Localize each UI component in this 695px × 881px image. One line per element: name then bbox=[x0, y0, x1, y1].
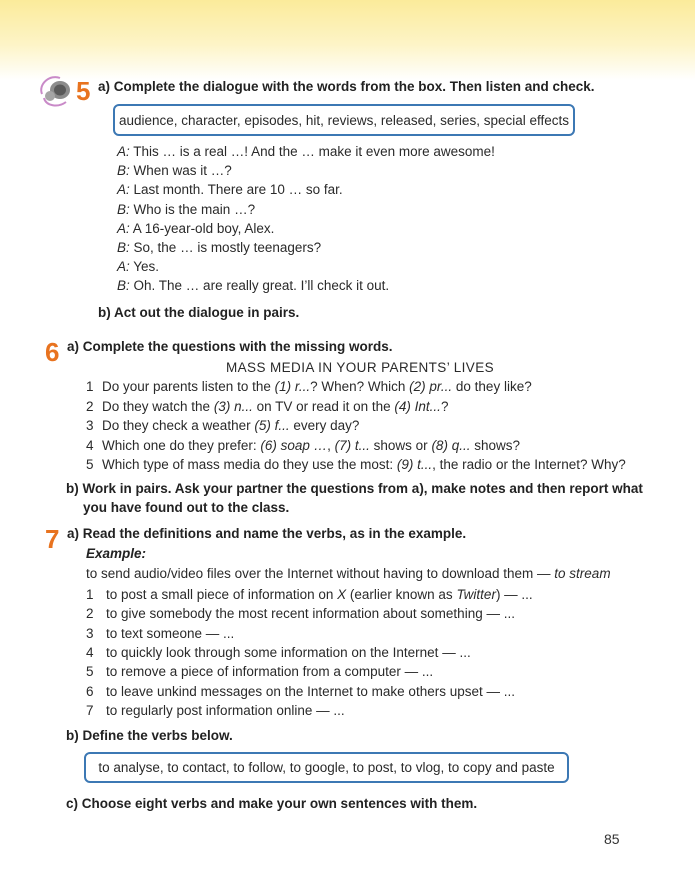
page-number: 85 bbox=[604, 831, 620, 847]
speaker-label: B: bbox=[117, 163, 130, 179]
exercise-5a-instruction: a) Complete the dialogue with the words from the box. Then listen and check. bbox=[98, 79, 595, 94]
definition-number: 6 bbox=[86, 683, 94, 699]
gap-prompt: (6) soap … bbox=[260, 437, 328, 453]
question-number: 3 bbox=[86, 418, 94, 433]
definition-text: to leave unkind messages on the Internet to make others upset — ... bbox=[106, 683, 515, 699]
definition-number: 1 bbox=[86, 587, 94, 602]
dialogue-text: Yes. bbox=[133, 259, 160, 275]
question-item bbox=[86, 379, 532, 394]
dialogue-text: So, the … is mostly teenagers? bbox=[133, 240, 322, 255]
headphones-icon[interactable] bbox=[36, 72, 80, 110]
speaker-label: A: bbox=[117, 220, 130, 236]
question-text: ? bbox=[440, 398, 449, 414]
dialogue-line bbox=[117, 144, 495, 159]
example-answer: to stream bbox=[554, 566, 611, 581]
dialogue-line bbox=[117, 240, 321, 255]
exercise-7b-instruction: b) Define the verbs below. bbox=[66, 728, 233, 743]
definition-number: 4 bbox=[86, 644, 94, 660]
dialogue-line bbox=[117, 278, 389, 293]
definition-number: 3 bbox=[86, 625, 94, 641]
question-text: every day? bbox=[289, 418, 360, 433]
gap-prompt: (7) t... bbox=[334, 437, 370, 453]
dialogue-text: Last month. There are 10 … so far. bbox=[133, 182, 343, 198]
definition-item bbox=[86, 645, 471, 660]
definition-text: to give somebody the most recent information about something — ... bbox=[106, 606, 515, 622]
definition-item bbox=[86, 587, 533, 602]
exercise-6-number: 6 bbox=[45, 337, 60, 367]
exercise-6a-instruction: a) Complete the questions with the missing words. bbox=[67, 339, 393, 354]
question-text: Do your parents listen to the bbox=[102, 379, 275, 394]
gap-prompt: (1) r... bbox=[274, 379, 311, 394]
gap-prompt: (8) q... bbox=[431, 437, 471, 453]
question-number: 5 bbox=[86, 457, 94, 472]
definition-text: ) — ... bbox=[495, 587, 533, 602]
definition-text: (earlier known as bbox=[346, 587, 457, 602]
gap-prompt: (4) Int... bbox=[394, 398, 441, 414]
question-text: , bbox=[327, 437, 335, 453]
definition-text: Twitter bbox=[456, 587, 496, 602]
example-text: to send audio/video files over the Internet without having to download them — bbox=[86, 566, 555, 581]
gap-prompt: (2) pr... bbox=[409, 379, 453, 394]
dialogue-text: Oh. The … are really great. I’ll check it out. bbox=[133, 278, 390, 294]
speaker-label: B: bbox=[117, 201, 130, 217]
exercise-7a-instruction: a) Read the definitions and name the verbs, as in the example. bbox=[67, 526, 467, 541]
dialogue-text: This … is a real …! And the … make it even more awesome! bbox=[133, 144, 495, 159]
exercise-5-number: 5 bbox=[76, 76, 91, 106]
definition-text: X bbox=[337, 587, 347, 602]
definition-item bbox=[86, 684, 515, 699]
question-item bbox=[86, 457, 626, 472]
speaker-label: B: bbox=[117, 278, 130, 294]
definition-text: to post a small piece of information on bbox=[106, 587, 338, 602]
speaker-label: A: bbox=[117, 144, 130, 159]
question-number: 2 bbox=[86, 398, 94, 414]
definition-number: 5 bbox=[86, 664, 94, 680]
gap-prompt: (3) n... bbox=[213, 398, 253, 414]
gap-prompt: (5) f... bbox=[254, 418, 290, 433]
exercise-6-heading: MASS MEDIA IN YOUR PARENTS’ LIVES bbox=[226, 360, 495, 375]
dialogue-text: When was it …? bbox=[133, 163, 232, 179]
word-box-5-text: audience, character, episodes, hit, reviews, released, series, special effects bbox=[119, 112, 569, 128]
page-header-band bbox=[0, 0, 695, 80]
definition-text: to quickly look through some information on the Internet — ... bbox=[106, 644, 471, 660]
question-number: 4 bbox=[86, 437, 94, 453]
definition-text: to regularly post information online — ... bbox=[106, 702, 345, 718]
speaker-label: B: bbox=[117, 240, 130, 255]
dialogue-line bbox=[117, 163, 232, 178]
question-item bbox=[86, 399, 448, 414]
question-text: Which type of mass media do they use the most: bbox=[102, 457, 397, 472]
question-text: shows? bbox=[470, 437, 520, 453]
gap-prompt: (9) t... bbox=[396, 457, 433, 472]
exercise-7-number: 7 bbox=[45, 524, 60, 554]
question-item bbox=[86, 438, 520, 453]
question-text: Do they check a weather bbox=[102, 418, 255, 433]
question-text: Which one do they prefer: bbox=[102, 437, 261, 453]
dialogue-line bbox=[117, 202, 255, 217]
exercise-5b-instruction: b) Act out the dialogue in pairs. bbox=[98, 305, 300, 320]
question-item bbox=[86, 418, 359, 433]
definition-number: 7 bbox=[86, 702, 94, 718]
question-text: do they like? bbox=[452, 379, 532, 394]
word-box-7 bbox=[84, 752, 569, 783]
word-box-5 bbox=[113, 104, 575, 136]
definition-item bbox=[86, 703, 345, 718]
dialogue-text: A 16-year-old boy, Alex. bbox=[132, 220, 275, 236]
dialogue-line bbox=[117, 259, 159, 274]
question-text: ? When? Which bbox=[310, 379, 410, 394]
dialogue-line bbox=[117, 221, 274, 236]
definition-number: 2 bbox=[86, 606, 94, 622]
dialogue-text: Who is the main …? bbox=[133, 201, 256, 217]
exercise-7c-instruction: c) Choose eight verbs and make your own sentences with them. bbox=[66, 796, 478, 811]
dialogue-line bbox=[117, 182, 343, 197]
question-text: shows or bbox=[369, 437, 432, 453]
example-definition bbox=[86, 566, 611, 581]
definition-item bbox=[86, 664, 433, 679]
definition-item bbox=[86, 606, 515, 621]
speaker-label: A: bbox=[117, 182, 130, 198]
exercise-6b-instruction-line1: b) Work in pairs. Ask your partner the questions from a), make notes and then report what bbox=[66, 481, 643, 496]
example-label: Example: bbox=[86, 546, 147, 561]
definition-text: to remove a piece of information from a computer — ... bbox=[106, 664, 434, 680]
question-number: 1 bbox=[86, 379, 94, 394]
definition-text: to text someone — ... bbox=[106, 625, 235, 641]
speaker-label: A: bbox=[117, 259, 130, 275]
definition-item bbox=[86, 626, 234, 641]
question-text: on TV or read it on the bbox=[252, 398, 395, 414]
question-text: , the radio or the Internet? Why? bbox=[432, 457, 626, 472]
exercise-6b-instruction-line2: you have found out to the class. bbox=[83, 500, 290, 515]
question-text: Do they watch the bbox=[102, 398, 214, 414]
word-box-7-text: to analyse, to contact, to follow, to google, to post, to vlog, to copy and paste bbox=[98, 760, 555, 775]
